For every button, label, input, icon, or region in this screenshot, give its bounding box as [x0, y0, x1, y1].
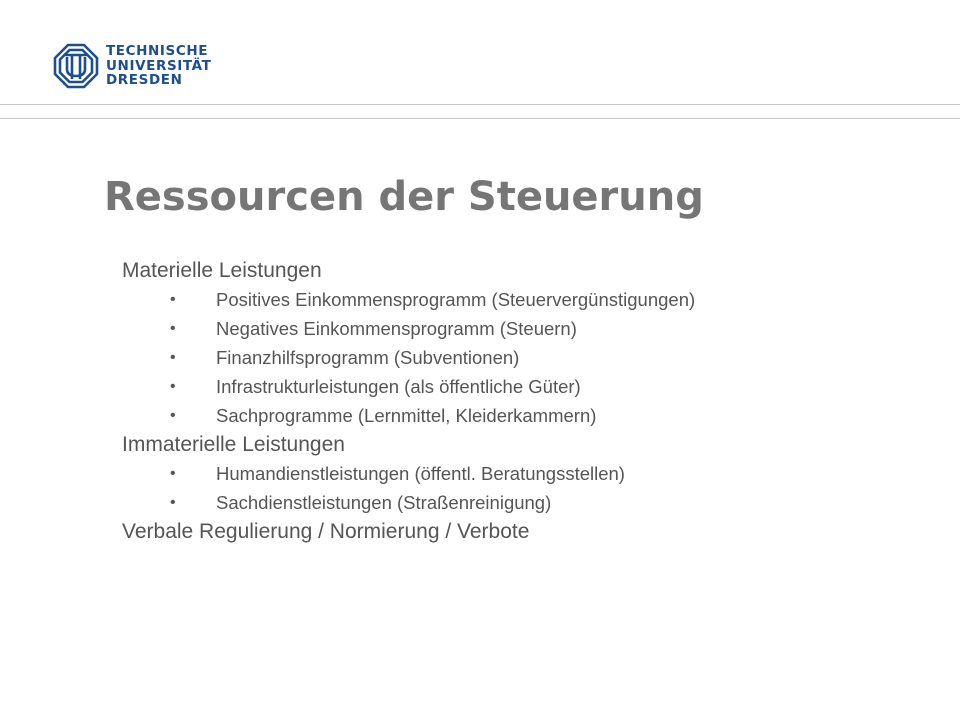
logo-line-2: UNIVERSITÄT [106, 57, 212, 74]
slide-content [122, 256, 922, 546]
logo-line-3: DRESDEN [106, 72, 183, 89]
section-verbal-regulation [122, 517, 922, 546]
bullet-item [122, 343, 876, 372]
section-heading: Materielle Leistungen [122, 259, 322, 282]
bullet-list [122, 285, 922, 430]
bullet-text: Finanzhilfsprogramm (Subventionen) [216, 347, 520, 368]
header-divider-top [0, 104, 960, 105]
bullet-item [122, 459, 876, 488]
university-name [106, 44, 211, 88]
section-immaterial-services [122, 430, 922, 517]
section-heading: Immaterielle Leistungen [122, 433, 345, 456]
slide-header [0, 0, 960, 120]
bullet-text: Positives Einkommensprogramm (Steuervergünstigungen) [216, 289, 696, 310]
bullet-text: Humandienstleistungen (öffentl. Beratungsstellen) [216, 463, 625, 484]
section-material-services [122, 256, 922, 430]
university-logo [53, 43, 211, 89]
bullet-icon: • [170, 407, 176, 424]
bullet-icon: • [170, 378, 176, 395]
bullet-text: Sachdienstleistungen (Straßenreinigung) [216, 492, 552, 513]
bullet-text: Sachprogramme (Lernmittel, Kleiderkammern) [216, 405, 597, 426]
tu-dresden-emblem-icon [53, 43, 99, 89]
bullet-item [122, 372, 876, 401]
bullet-icon: • [170, 349, 176, 366]
bullet-text: Infrastrukturleistungen (als öffentliche Güter) [216, 376, 581, 397]
bullet-item [122, 488, 876, 517]
header-divider-bottom [0, 118, 960, 119]
bullet-icon: • [170, 494, 176, 511]
slide-title: Ressourcen der Steuerung [104, 174, 704, 220]
bullet-item [122, 285, 876, 314]
bullet-list [122, 459, 922, 517]
bullet-text: Negatives Einkommensprogramm (Steuern) [216, 318, 577, 339]
section-heading: Verbale Regulierung / Normierung / Verbote [122, 520, 530, 543]
logo-line-1: TECHNISCHE [106, 43, 209, 60]
bullet-icon: • [170, 320, 176, 337]
bullet-icon: • [170, 465, 176, 482]
bullet-item [122, 401, 876, 430]
bullet-icon: • [170, 291, 176, 308]
bullet-item [122, 314, 876, 343]
